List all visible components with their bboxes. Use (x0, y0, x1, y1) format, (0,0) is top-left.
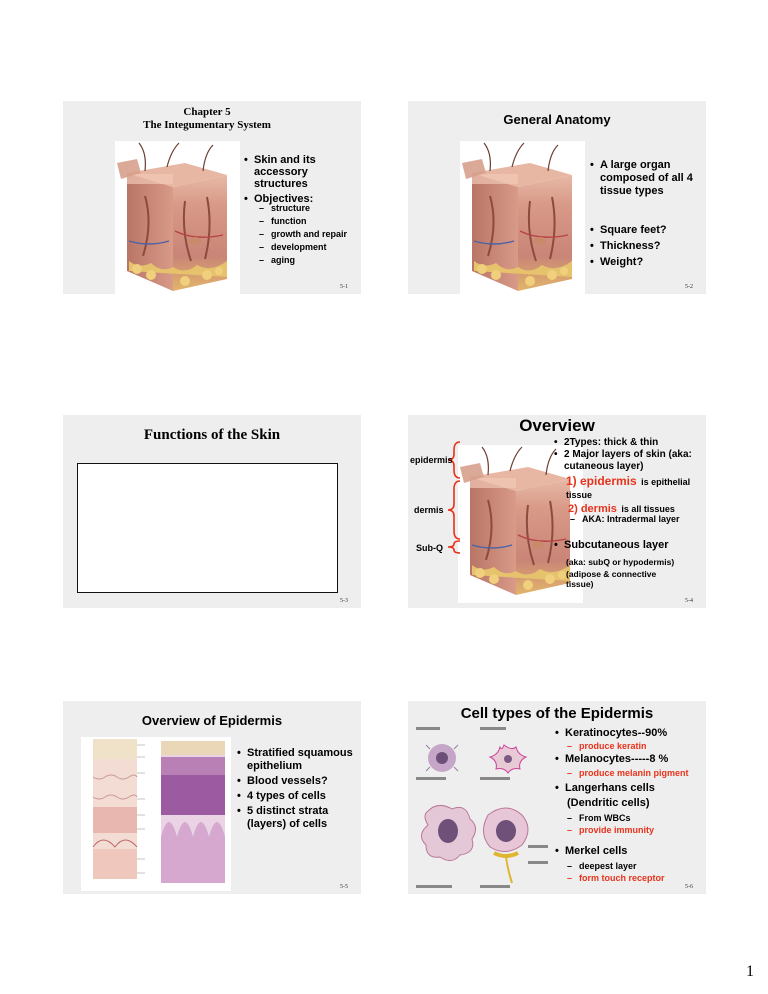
langerhans-function: – provide immunity (567, 824, 705, 836)
slide-5-bullets (237, 747, 357, 831)
slide-2 (408, 101, 706, 294)
slide-1-bullets (244, 154, 356, 205)
merkel-cell-drawing (483, 808, 528, 883)
dermis-sub (570, 514, 705, 524)
slide-2-bullets (590, 159, 702, 198)
slide-6-number: 5-6 (685, 884, 693, 890)
slide-1-sub-4: – development (259, 241, 359, 254)
slide-6-bullets-2 (555, 753, 705, 766)
slide-5-number: 5-5 (340, 884, 348, 890)
slide-1 (63, 101, 361, 294)
skin-illustration (115, 141, 240, 294)
slide-3 (63, 415, 361, 608)
keratinocytes-sub (567, 741, 705, 751)
epidermis-number: 1) epidermis (566, 474, 637, 488)
langerhans-cell-drawing (421, 805, 475, 860)
slide-1-title (107, 106, 307, 132)
slide-4-bullets-top (554, 437, 704, 473)
merkel-location: – deepest layer (567, 860, 705, 872)
melanocytes-function: – produce melanin pigment (567, 768, 705, 778)
melanocytes-sub (567, 768, 705, 778)
slide-5-bullet-3: • 4 types of cells (237, 790, 357, 803)
epidermis-desc: is epithelial tissue (566, 477, 691, 500)
slide-2-title: General Anatomy (503, 112, 611, 127)
slide-2-questions (590, 222, 702, 270)
slide-4-bullet-types: • 2Types: thick & thin (554, 437, 704, 449)
slide-2-bullet-1: • A large organ composed of all 4 tissue types (590, 159, 702, 198)
subq-note-1: (aka: subQ or hypodermis) (566, 557, 675, 567)
slide-1-sub-3: – growth and repair (259, 228, 359, 241)
slide-6-title: Cell types of the Epidermis (460, 705, 654, 722)
slide-2-question-2: • Thickness? (590, 238, 702, 254)
merkel-function: – form touch receptor (567, 872, 705, 884)
epidermis-point (566, 475, 704, 501)
subq-bracket (448, 541, 460, 553)
slide-4-number: 5-4 (685, 598, 693, 604)
slide-5-bullet-2: • Blood vessels? (237, 775, 357, 788)
slide-5-title: Overview of Epidermis (141, 713, 283, 728)
dermis-number: 2) dermis (568, 503, 617, 515)
slide-4-title: Overview (519, 416, 595, 435)
label-dermis: dermis (414, 505, 444, 515)
slide-4 (408, 415, 706, 608)
slide-6-bullets (555, 727, 705, 740)
langerhans-alias: (Dendritic cells) (567, 797, 650, 809)
bullet-merkel: • Merkel cells (555, 845, 705, 858)
label-subq: Sub-Q (416, 543, 443, 553)
dermis-desc: is all tissues (621, 504, 675, 514)
slide-2-question-1: • Square feet? (590, 222, 702, 238)
slide-1-title-line1: Chapter 5 (183, 106, 231, 118)
slide-1-subbullets (259, 202, 359, 267)
langerhans-origin: – From WBCs (567, 812, 705, 824)
slide-4-bullet-subcutaneous: • Subcutaneous layer (554, 539, 704, 551)
bullet-keratinocytes: • Keratinocytes--90% (555, 727, 705, 740)
bullet-melanocytes: • Melanocytes-----8 % (555, 753, 705, 766)
slide-1-sub-2: – function (259, 215, 359, 228)
slide-1-bullet-1: • Skin and its accessory structures (244, 154, 356, 190)
slide-2-question-3: • Weight? (590, 254, 702, 270)
slide-5-bullet-4: • 5 distinct strata (layers) of cells (237, 805, 357, 831)
slide-5 (63, 701, 361, 894)
epidermal-cell-types-figure (416, 723, 554, 893)
slide-4-bullet-layers: • 2 Major layers of skin (aka: cutaneous layer) (554, 449, 704, 473)
slide-3-title: Functions of the Skin (143, 427, 281, 443)
slide-1-bullet-2: • Objectives: (244, 193, 356, 205)
keratinocytes-function: – produce keratin (567, 741, 705, 751)
slide-1-number: 5-1 (340, 284, 348, 290)
page-number: 1 (746, 963, 754, 980)
functions-blank-box (77, 463, 338, 593)
slide-6-bullets-4 (555, 845, 705, 858)
langerhans-sub (567, 812, 705, 836)
slide-4-bullet-subq (554, 539, 704, 551)
merkel-sub (567, 860, 705, 884)
dermis-bracket (448, 481, 460, 539)
label-epidermis: epidermis (410, 455, 453, 465)
dermis-aka: – AKA: Intradermal layer (570, 514, 705, 524)
slide-1-sub-1: – structure (259, 202, 359, 215)
slide-6 (408, 701, 706, 894)
bullet-langerhans: • Langerhans cells (555, 782, 705, 795)
slide-2-number: 5-2 (685, 284, 693, 290)
epidermis-micrograph (81, 737, 231, 891)
slide-6-bullets-3 (555, 782, 705, 795)
keratinocyte-drawing (426, 744, 458, 772)
slide-1-title-line2: The Integumentary System (143, 119, 271, 131)
slide-5-bullet-1: • Stratified squamous epithelium (237, 747, 357, 773)
skin-illustration (460, 141, 585, 294)
slide-3-number: 5-3 (340, 598, 348, 604)
slide-1-sub-5: – aging (259, 254, 359, 267)
subq-note-2: (adipose & connective tissue) (566, 569, 657, 589)
melanocyte-drawing (490, 745, 526, 773)
